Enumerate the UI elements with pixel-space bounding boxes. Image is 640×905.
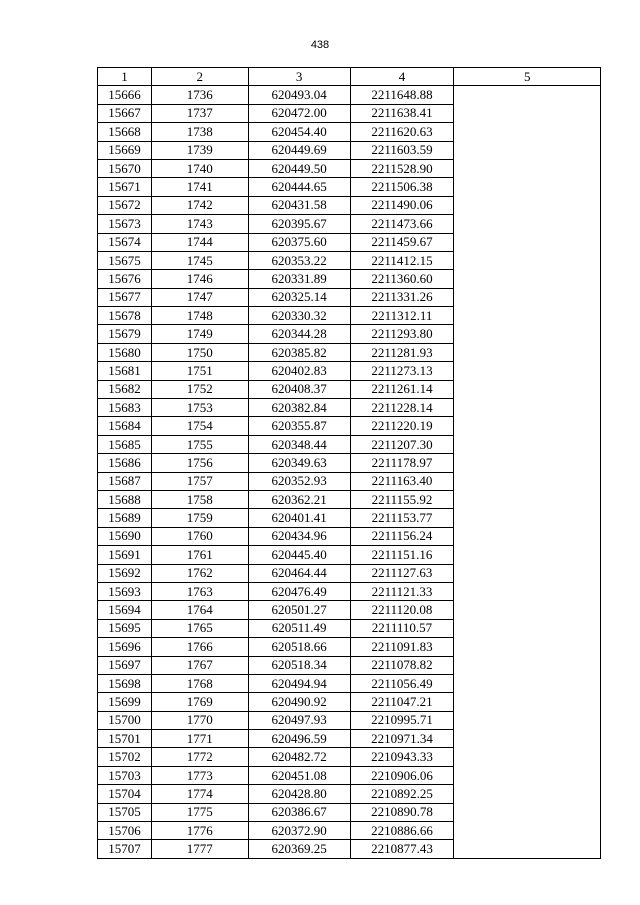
table-cell-col1: 15683 xyxy=(98,399,152,417)
table-cell-col1: 15696 xyxy=(98,638,152,656)
table-cell-col4: 2211153.77 xyxy=(350,509,454,527)
table-cell-col1: 15701 xyxy=(98,730,152,748)
table-cell-col1: 15673 xyxy=(98,215,152,233)
table-cell-col5 xyxy=(454,86,601,858)
table-cell-col4: 2211120.08 xyxy=(350,601,454,619)
table-cell-col4: 2210892.25 xyxy=(350,785,454,803)
table-cell-col4: 2211056.49 xyxy=(350,674,454,692)
table-cell-col4: 2211360.60 xyxy=(350,270,454,288)
coordinates-table xyxy=(97,67,601,859)
table-cell-col1: 15692 xyxy=(98,564,152,582)
table-row xyxy=(98,86,601,104)
table-cell-col3: 620454.40 xyxy=(248,123,350,141)
table-cell-col4: 2210943.33 xyxy=(350,748,454,766)
table-cell-col3: 620362.21 xyxy=(248,490,350,508)
table-cell-col2: 1774 xyxy=(151,785,248,803)
table-cell-col1: 15690 xyxy=(98,527,152,545)
table-cell-col4: 2210890.78 xyxy=(350,803,454,821)
table-cell-col1: 15685 xyxy=(98,435,152,453)
table-cell-col3: 620395.67 xyxy=(248,215,350,233)
table-cell-col4: 2211331.26 xyxy=(350,288,454,306)
table-cell-col4: 2211261.14 xyxy=(350,380,454,398)
table-cell-col3: 620490.92 xyxy=(248,693,350,711)
table-cell-col1: 15666 xyxy=(98,86,152,104)
table-cell-col2: 1759 xyxy=(151,509,248,527)
header-row xyxy=(98,68,601,86)
page-number: 438 xyxy=(310,39,330,51)
table-cell-col4: 2211312.11 xyxy=(350,307,454,325)
table-cell-col3: 620493.04 xyxy=(248,86,350,104)
table-cell-col3: 620408.37 xyxy=(248,380,350,398)
table-cell-col3: 620325.14 xyxy=(248,288,350,306)
table-cell-col1: 15697 xyxy=(98,656,152,674)
table-cell-col2: 1750 xyxy=(151,343,248,361)
table-cell-col2: 1736 xyxy=(151,86,248,104)
table-cell-col1: 15687 xyxy=(98,472,152,490)
table-cell-col3: 620431.58 xyxy=(248,196,350,214)
table-cell-col2: 1738 xyxy=(151,123,248,141)
table-cell-col3: 620511.49 xyxy=(248,619,350,637)
table-cell-col4: 2211121.33 xyxy=(350,582,454,600)
table-cell-col4: 2211273.13 xyxy=(350,362,454,380)
table-cell-col1: 15675 xyxy=(98,251,152,269)
table-cell-col2: 1747 xyxy=(151,288,248,306)
table-cell-col4: 2211281.93 xyxy=(350,343,454,361)
table-cell-col3: 620518.34 xyxy=(248,656,350,674)
table-cell-col2: 1748 xyxy=(151,307,248,325)
table-cell-col3: 620331.89 xyxy=(248,270,350,288)
table-cell-col4: 2210906.06 xyxy=(350,766,454,784)
table-cell-col4: 2211151.16 xyxy=(350,546,454,564)
table-cell-col1: 15699 xyxy=(98,693,152,711)
table-cell-col3: 620445.40 xyxy=(248,546,350,564)
table-cell-col4: 2211127.63 xyxy=(350,564,454,582)
table-cell-col3: 620352.93 xyxy=(248,472,350,490)
table-cell-col1: 15706 xyxy=(98,822,152,840)
table-cell-col2: 1751 xyxy=(151,362,248,380)
table-cell-col1: 15707 xyxy=(98,840,152,858)
table-cell-col2: 1755 xyxy=(151,435,248,453)
column-header: 3 xyxy=(248,68,350,86)
table-cell-col4: 2211603.59 xyxy=(350,141,454,159)
table-cell-col1: 15694 xyxy=(98,601,152,619)
table-cell-col3: 620482.72 xyxy=(248,748,350,766)
table-cell-col1: 15686 xyxy=(98,454,152,472)
table-cell-col2: 1766 xyxy=(151,638,248,656)
table-cell-col2: 1749 xyxy=(151,325,248,343)
table-cell-col2: 1746 xyxy=(151,270,248,288)
table-cell-col4: 2211091.83 xyxy=(350,638,454,656)
table-cell-col2: 1739 xyxy=(151,141,248,159)
table-cell-col3: 620349.63 xyxy=(248,454,350,472)
table-cell-col4: 2210886.66 xyxy=(350,822,454,840)
table-cell-col2: 1764 xyxy=(151,601,248,619)
table-cell-col1: 15668 xyxy=(98,123,152,141)
table-cell-col2: 1769 xyxy=(151,693,248,711)
table-cell-col3: 620449.50 xyxy=(248,159,350,177)
table-cell-col2: 1775 xyxy=(151,803,248,821)
table-cell-col3: 620494.94 xyxy=(248,674,350,692)
table-cell-col3: 620451.08 xyxy=(248,766,350,784)
table-cell-col2: 1760 xyxy=(151,527,248,545)
table-cell-col1: 15702 xyxy=(98,748,152,766)
table-cell-col4: 2211620.63 xyxy=(350,123,454,141)
table-cell-col1: 15671 xyxy=(98,178,152,196)
table-cell-col3: 620444.65 xyxy=(248,178,350,196)
table-cell-col1: 15670 xyxy=(98,159,152,177)
table-cell-col2: 1772 xyxy=(151,748,248,766)
table-cell-col4: 2211078.82 xyxy=(350,656,454,674)
table-cell-col2: 1741 xyxy=(151,178,248,196)
table-body xyxy=(98,86,601,858)
table-cell-col2: 1765 xyxy=(151,619,248,637)
table-cell-col4: 2211473.66 xyxy=(350,215,454,233)
table-cell-col3: 620464.44 xyxy=(248,564,350,582)
table-cell-col1: 15691 xyxy=(98,546,152,564)
table-cell-col3: 620472.00 xyxy=(248,104,350,122)
table-cell-col3: 620369.25 xyxy=(248,840,350,858)
table-cell-col2: 1758 xyxy=(151,490,248,508)
table-cell-col2: 1743 xyxy=(151,215,248,233)
table-cell-col2: 1752 xyxy=(151,380,248,398)
table-cell-col4: 2211228.14 xyxy=(350,399,454,417)
table-cell-col1: 15677 xyxy=(98,288,152,306)
table-cell-col3: 620497.93 xyxy=(248,711,350,729)
table-cell-col3: 620449.69 xyxy=(248,141,350,159)
table-cell-col4: 2211490.06 xyxy=(350,196,454,214)
table-cell-col4: 2211156.24 xyxy=(350,527,454,545)
table-cell-col4: 2211110.57 xyxy=(350,619,454,637)
table-cell-col3: 620353.22 xyxy=(248,251,350,269)
table-cell-col4: 2211459.67 xyxy=(350,233,454,251)
table-cell-col2: 1737 xyxy=(151,104,248,122)
table-cell-col3: 620428.80 xyxy=(248,785,350,803)
table-cell-col3: 620330.32 xyxy=(248,307,350,325)
table-cell-col3: 620375.60 xyxy=(248,233,350,251)
table-cell-col4: 2211155.92 xyxy=(350,490,454,508)
table-cell-col1: 15704 xyxy=(98,785,152,803)
table-cell-col4: 2210877.43 xyxy=(350,840,454,858)
table-cell-col2: 1740 xyxy=(151,159,248,177)
table-cell-col2: 1767 xyxy=(151,656,248,674)
table-cell-col3: 620402.83 xyxy=(248,362,350,380)
table-cell-col4: 2211528.90 xyxy=(350,159,454,177)
table-cell-col3: 620501.27 xyxy=(248,601,350,619)
table-cell-col1: 15698 xyxy=(98,674,152,692)
table-cell-col3: 620434.96 xyxy=(248,527,350,545)
table-cell-col3: 620385.82 xyxy=(248,343,350,361)
table-cell-col4: 2211178.97 xyxy=(350,454,454,472)
table-cell-col3: 620372.90 xyxy=(248,822,350,840)
table-cell-col4: 2211412.15 xyxy=(350,251,454,269)
table-cell-col2: 1753 xyxy=(151,399,248,417)
table-cell-col4: 2211638.41 xyxy=(350,104,454,122)
column-header: 5 xyxy=(454,68,601,86)
table-cell-col2: 1756 xyxy=(151,454,248,472)
table-cell-col2: 1742 xyxy=(151,196,248,214)
column-header: 1 xyxy=(98,68,152,86)
table-cell-col2: 1744 xyxy=(151,233,248,251)
table-cell-col4: 2211220.19 xyxy=(350,417,454,435)
table-cell-col1: 15680 xyxy=(98,343,152,361)
table-cell-col2: 1776 xyxy=(151,822,248,840)
table-cell-col3: 620496.59 xyxy=(248,730,350,748)
table-cell-col2: 1773 xyxy=(151,766,248,784)
table-cell-col1: 15672 xyxy=(98,196,152,214)
table-cell-col1: 15676 xyxy=(98,270,152,288)
table-cell-col2: 1768 xyxy=(151,674,248,692)
table-cell-col4: 2211163.40 xyxy=(350,472,454,490)
table-cell-col2: 1762 xyxy=(151,564,248,582)
table-cell-col4: 2211506.38 xyxy=(350,178,454,196)
table-cell-col4: 2210971.34 xyxy=(350,730,454,748)
table-cell-col3: 620401.41 xyxy=(248,509,350,527)
table-cell-col3: 620476.49 xyxy=(248,582,350,600)
table-cell-col3: 620386.67 xyxy=(248,803,350,821)
table-cell-col4: 2211047.21 xyxy=(350,693,454,711)
table-cell-col1: 15695 xyxy=(98,619,152,637)
table-cell-col3: 620344.28 xyxy=(248,325,350,343)
table-cell-col1: 15674 xyxy=(98,233,152,251)
table-cell-col1: 15684 xyxy=(98,417,152,435)
table-header xyxy=(98,68,601,86)
table-cell-col2: 1745 xyxy=(151,251,248,269)
table-cell-col2: 1771 xyxy=(151,730,248,748)
table-cell-col1: 15705 xyxy=(98,803,152,821)
table-cell-col1: 15669 xyxy=(98,141,152,159)
table-cell-col2: 1763 xyxy=(151,582,248,600)
table-cell-col1: 15681 xyxy=(98,362,152,380)
table-cell-col2: 1777 xyxy=(151,840,248,858)
table-cell-col2: 1754 xyxy=(151,417,248,435)
table-cell-col3: 620348.44 xyxy=(248,435,350,453)
table-cell-col1: 15679 xyxy=(98,325,152,343)
table-cell-col4: 2211648.88 xyxy=(350,86,454,104)
table-cell-col4: 2211207.30 xyxy=(350,435,454,453)
column-header: 2 xyxy=(151,68,248,86)
table-cell-col2: 1757 xyxy=(151,472,248,490)
table-cell-col1: 15693 xyxy=(98,582,152,600)
table-cell-col2: 1770 xyxy=(151,711,248,729)
table-cell-col1: 15678 xyxy=(98,307,152,325)
table-cell-col4: 2211293.80 xyxy=(350,325,454,343)
table-cell-col2: 1761 xyxy=(151,546,248,564)
column-header: 4 xyxy=(350,68,454,86)
table-cell-col3: 620518.66 xyxy=(248,638,350,656)
table-cell-col1: 15688 xyxy=(98,490,152,508)
table-cell-col1: 15700 xyxy=(98,711,152,729)
table-cell-col4: 2210995.71 xyxy=(350,711,454,729)
table-cell-col1: 15703 xyxy=(98,766,152,784)
table-cell-col1: 15667 xyxy=(98,104,152,122)
table-cell-col1: 15689 xyxy=(98,509,152,527)
table-cell-col1: 15682 xyxy=(98,380,152,398)
table-cell-col3: 620382.84 xyxy=(248,399,350,417)
table-cell-col3: 620355.87 xyxy=(248,417,350,435)
